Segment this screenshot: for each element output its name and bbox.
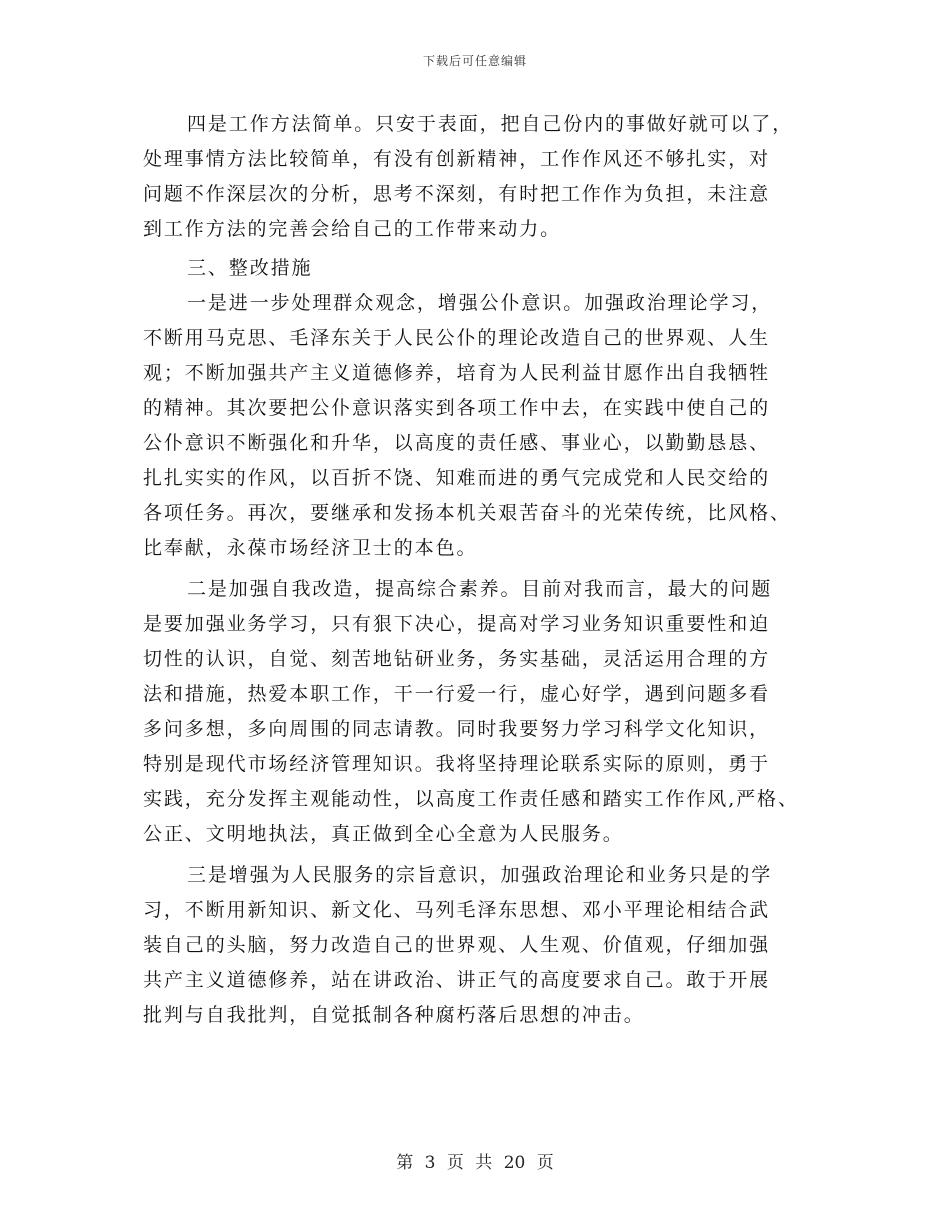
text-line: 是要加强业务学习，只有狠下决心，提高对学习业务知识重要性和迫	[143, 613, 771, 635]
paragraph-service-purpose	[143, 858, 823, 1033]
paragraph-work-method	[143, 107, 823, 247]
text-line: 到工作方法的完善会给自己的工作带来动力。	[143, 218, 562, 240]
text-line: 不断用马克思、毛泽东关于人民公仆的理论改造自己的世界观、人生	[143, 327, 771, 349]
paragraph-public-servant	[143, 286, 823, 566]
text-line: 比奉献，永葆市场经济卫士的本色。	[143, 537, 478, 559]
text-line: 公正、文明地执法，真正做到全心全意为人民服务。	[143, 823, 624, 845]
page-footer: 第 3 页 共 20 页	[396, 1153, 554, 1173]
text-line: 公仆意识不断强化和升华，以高度的责任感、事业心，以勤勤恳恳、	[143, 432, 771, 454]
text-line: 扎扎实实的作风，以百折不饶、知难而进的勇气完成党和人民交给的	[143, 467, 771, 489]
text-line: 装自己的头脑，努力改造自己的世界观、人生观、价值观，仔细加强	[143, 934, 771, 956]
page-header: 下载后可任意编辑	[422, 54, 527, 68]
section-heading-rectification	[143, 251, 823, 286]
text-line: 四是工作方法简单。只安于表面，把自己份内的事做好就可以了，	[187, 113, 794, 135]
text-line: 观；不断加强共产主义道德修养，培育为人民利益甘愿作出自我牺牲	[143, 362, 771, 384]
text-line: 的精神。其次要把公仆意识落实到各项工作中去，在实践中使自己的	[143, 397, 771, 419]
section-heading: 三、整改措施	[187, 257, 313, 279]
text-line: 二是加强自我改造，提高综合素养。目前对我而言，最大的问题	[187, 578, 773, 600]
text-line: 处理事情方法比较简单，有没有创新精神，工作作风还不够扎实，对	[143, 148, 771, 170]
document-body	[143, 107, 823, 1033]
text-line: 特别是现代市场经济管理知识。我将坚持理论联系实际的原则，勇于	[143, 753, 771, 775]
text-line: 切性的认识，自觉、刻苦地钻研业务，务实基础，灵活运用合理的方	[143, 648, 771, 670]
text-line: 问题不作深层次的分析，思考不深刻，有时把工作作为负担，未注意	[143, 183, 771, 205]
text-line: 一是进一步处理群众观念，增强公仆意识。加强政治理论学习，	[187, 292, 773, 314]
text-line: 法和措施，热爱本职工作，干一行爱一行，虚心好学，遇到问题多看	[143, 683, 771, 705]
text-line: 三是增强为人民服务的宗旨意识，加强政治理论和业务只是的学	[187, 864, 773, 886]
text-line: 批判与自我批判，自觉抵制各种腐朽落后思想的冲击。	[143, 1004, 645, 1026]
text-line: 多问多想，多向周围的同志请教。同时我要努力学习科学文化知识，	[143, 718, 771, 740]
text-line: 习，不断用新知识、新文化、马列毛泽东思想、邓小平理论相结合武	[143, 899, 771, 921]
text-line: 实践，充分发挥主观能动性，以高度工作责任感和踏实工作作风,严格、	[143, 788, 799, 810]
paragraph-self-improvement	[143, 572, 823, 852]
text-line: 共产主义道德修养，站在讲政治、讲正气的高度要求自己。敢于开展	[143, 969, 771, 991]
text-line: 各项任务。再次，要继承和发扬本机关艰苦奋斗的光荣传统，比风格、	[143, 502, 791, 524]
